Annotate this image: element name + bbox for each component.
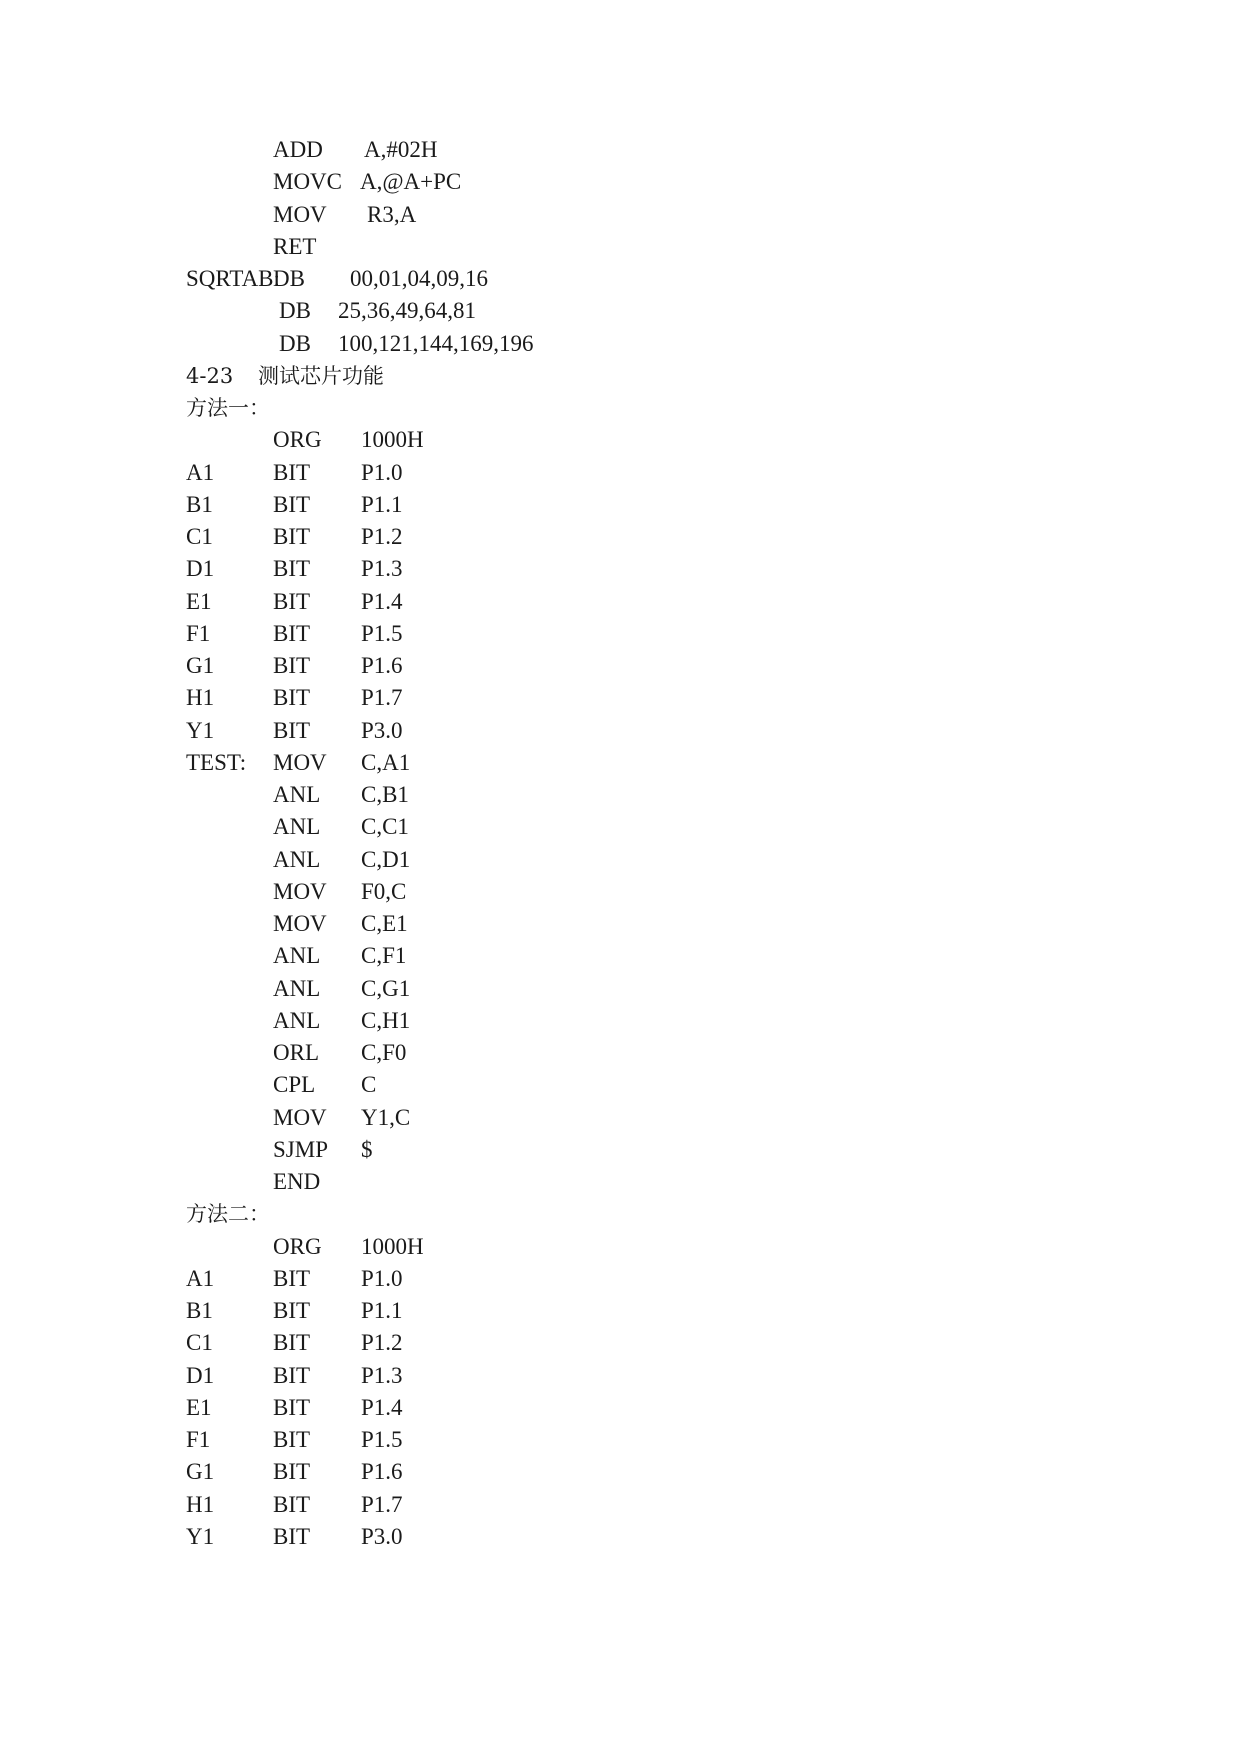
code-mnemonic: ANL [273,1008,321,1033]
code-operand: 1000H [361,1234,424,1259]
code-operand: P1.6 [361,1459,403,1484]
code-mnemonic: ANL [273,847,321,872]
code-operand: Y1,C [361,1105,411,1130]
code-label: D1 [186,556,215,581]
heading-label: 方法一： [186,396,270,420]
heading-label: 方法二： [186,1202,270,1226]
code-mnemonic: ORL [273,1040,319,1065]
code-label: A1 [186,460,215,485]
code-label: H1 [186,685,215,710]
code-operand: $ [361,1137,373,1162]
code-operand: C,F1 [361,943,407,968]
code-operand: P1.5 [361,621,403,646]
code-operand: C [361,1072,377,1097]
code-operand: P1.0 [361,1266,403,1291]
code-mnemonic: BIT [273,589,311,614]
code-operand: P1.6 [361,653,403,678]
code-label: H1 [186,1492,215,1517]
code-operand: C,F0 [361,1040,407,1065]
code-label: F1 [186,1427,211,1452]
code-operand: C,C1 [361,814,409,839]
code-mnemonic: DB [273,266,305,291]
code-label: F1 [186,621,211,646]
code-label: C1 [186,1330,213,1355]
code-operand: P1.3 [361,1363,403,1388]
code-operand: P1.2 [361,1330,403,1355]
code-operand: P1.3 [361,556,403,581]
code-label: C1 [186,524,213,549]
code-operand: R3,A [367,202,417,227]
code-operand: F0,C [361,879,407,904]
code-mnemonic: BIT [273,1459,311,1484]
code-mnemonic: MOV [273,911,327,936]
code-operand: C,H1 [361,1008,411,1033]
code-label: E1 [186,589,212,614]
code-operand: P1.5 [361,1427,403,1452]
code-operand: C,B1 [361,782,409,807]
code-label: G1 [186,653,215,678]
code-label: B1 [186,492,213,517]
code-mnemonic: BIT [273,685,311,710]
code-label: E1 [186,1395,212,1420]
code-mnemonic: CPL [273,1072,316,1097]
code-mnemonic: MOV [273,202,327,227]
code-mnemonic: BIT [273,621,311,646]
code-operand: C,A1 [361,750,411,775]
code-label: B1 [186,1298,213,1323]
code-mnemonic: MOV [273,750,327,775]
heading-text: 测试芯片功能 [258,364,384,388]
code-operand: P1.4 [361,1395,403,1420]
code-mnemonic: ADD [273,137,323,162]
code-operand: P1.2 [361,524,403,549]
code-operand: P1.7 [361,685,403,710]
code-mnemonic: BIT [273,1298,311,1323]
code-operand: 25,36,49,64,81 [338,298,476,323]
code-mnemonic: BIT [273,653,311,678]
code-mnemonic: DB [279,331,311,356]
code-mnemonic: ANL [273,782,321,807]
code-operand: 100,121,144,169,196 [338,331,534,356]
heading-label: 4-23 [186,364,234,388]
code-mnemonic: BIT [273,556,311,581]
code-mnemonic: ANL [273,976,321,1001]
code-operand: P3.0 [361,718,403,743]
code-mnemonic: BIT [273,1363,311,1388]
code-mnemonic: ORG [273,1234,322,1259]
code-operand: P1.7 [361,1492,403,1517]
code-operand: A,#02H [364,137,438,162]
code-mnemonic: BIT [273,1524,311,1549]
code-label: TEST: [186,750,247,775]
code-label: D1 [186,1363,215,1388]
code-mnemonic: RET [273,234,317,259]
code-mnemonic: BIT [273,1395,311,1420]
code-mnemonic: DB [279,298,311,323]
code-mnemonic: MOV [273,879,327,904]
code-operand: P1.0 [361,460,403,485]
code-mnemonic: SJMP [273,1137,328,1162]
code-mnemonic: BIT [273,1492,311,1517]
code-mnemonic: BIT [273,1427,311,1452]
code-mnemonic: BIT [273,718,311,743]
code-operand: P1.1 [361,1298,403,1323]
code-label: Y1 [186,1524,215,1549]
code-mnemonic: BIT [273,1330,311,1355]
code-operand: C,G1 [361,976,411,1001]
code-mnemonic: ANL [273,814,321,839]
code-operand: C,D1 [361,847,411,872]
code-label: SQRTAB: [186,266,280,291]
code-label: Y1 [186,718,215,743]
code-mnemonic: MOV [273,1105,327,1130]
code-mnemonic: END [273,1169,321,1194]
code-mnemonic: ORG [273,427,322,452]
code-operand: P1.4 [361,589,403,614]
code-operand: 1000H [361,427,424,452]
code-mnemonic: ANL [273,943,321,968]
code-label: A1 [186,1266,215,1291]
code-mnemonic: MOVC [273,169,343,194]
code-operand: 00,01,04,09,16 [350,266,488,291]
code-operand: P3.0 [361,1524,403,1549]
code-mnemonic: BIT [273,492,311,517]
code-operand: P1.1 [361,492,403,517]
code-label: G1 [186,1459,215,1484]
code-mnemonic: BIT [273,524,311,549]
code-operand: C,E1 [361,911,408,936]
code-mnemonic: BIT [273,1266,311,1291]
code-operand: A,@A+PC [360,169,462,194]
code-mnemonic: BIT [273,460,311,485]
